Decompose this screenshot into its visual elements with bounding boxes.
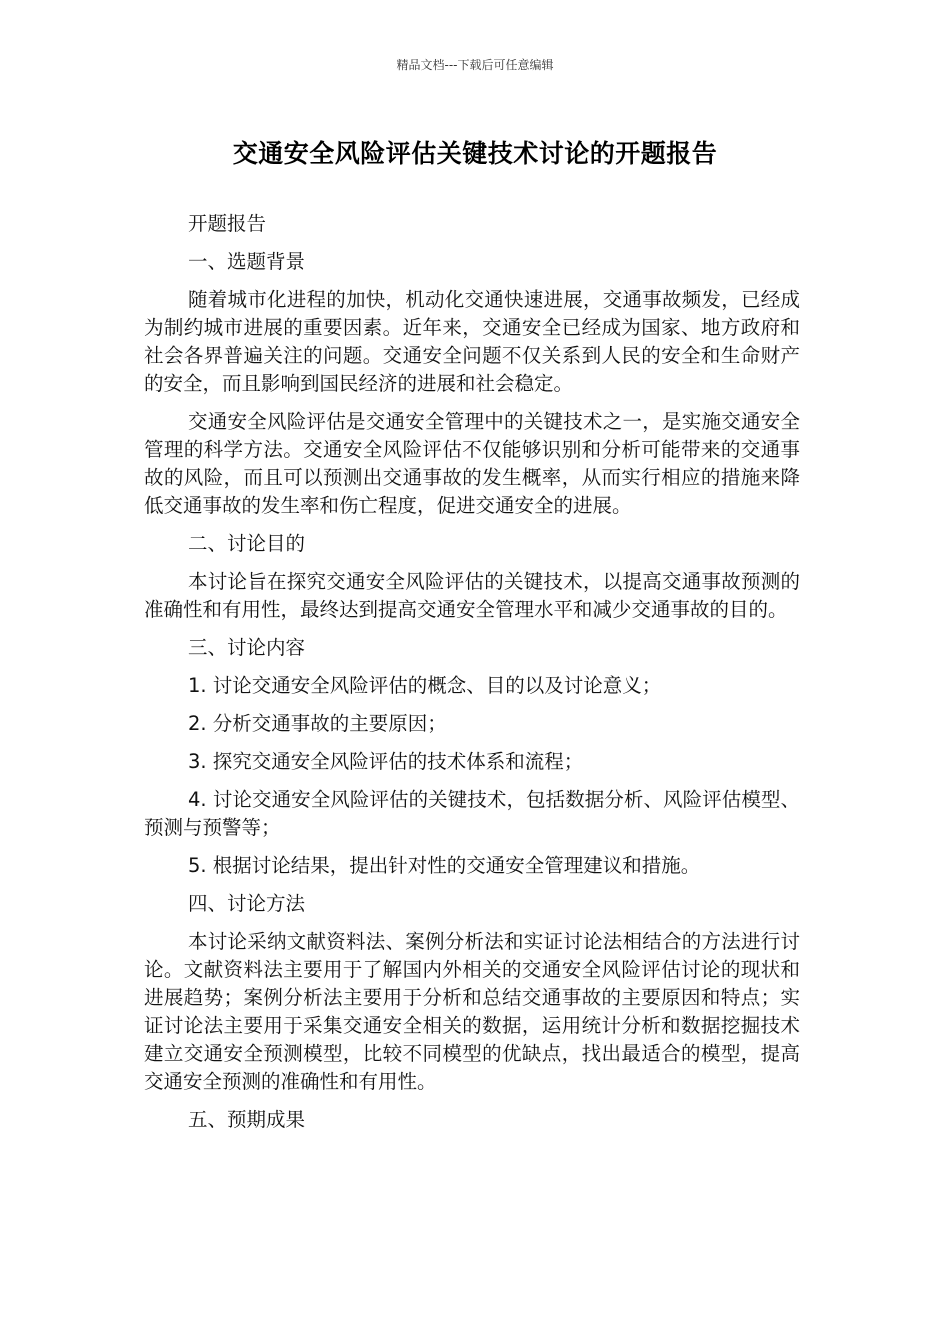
paragraph: 随着城市化进程的加快，机动化交通快速进展，交通事故频发，已经成为制约城市进展的重要因素。近年来，交通安全已经成为国家、地方政府和社会各界普遍关注的问题。交通安全问题不仅关系到人民的安全和生命财产的安全，而且影响到国民经济的进展和社会稳定。 [144,288,800,395]
section-heading-method: 四、讨论方法 [188,892,306,915]
section-heading-content: 三、讨论内容 [188,636,306,659]
header-note: 精品文档---下载后可任意编辑 [396,58,554,72]
section-heading-outcomes: 五、预期成果 [188,1108,306,1131]
list-item: 4. 讨论交通安全风险评估的关键技术，包括数据分析、风险评估模型、预测与预警等； [144,788,800,839]
list-item: 2. 分析交通事故的主要原因； [188,712,447,735]
paragraph-report-heading: 开题报告 [188,212,267,235]
paragraph: 交通安全风险评估是交通安全管理中的关键技术之一，是实施交通安全管理的科学方法。交通安全风险评估不仅能够识别和分析可能带来的交通事故的风险，而且可以预测出交通事故的发生概率，从而实行相应的措施来降低交通事故的发生率和伤亡程度，促进交通安全的进展。 [144,410,800,517]
paragraph: 本讨论旨在探究交通安全风险评估的关键技术，以提高交通事故预测的准确性和有用性，最终达到提高交通安全管理水平和减少交通事故的目的。 [144,570,800,621]
paragraph: 本讨论采纳文献资料法、案例分析法和实证讨论法相结合的方法进行讨论。文献资料法主要用于了解国内外相关的交通安全风险评估讨论的现状和进展趋势；案例分析法主要用于分析和总结交通事故的主要原因和特点；实证讨论法主要用于采集交通安全相关的数据，运用统计分析和数据挖掘技术建立交通安全预测模型，比较不同模型的优缺点，找出最适合的模型，提高交通安全预测的准确性和有用性。 [144,930,800,1093]
list-item: 1. 讨论交通安全风险评估的概念、目的以及讨论意义； [188,674,662,697]
list-item: 3. 探究交通安全风险评估的技术体系和流程； [188,750,584,773]
list-item: 5. 根据讨论结果，提出针对性的交通安全管理建议和措施。 [188,854,701,877]
document-body [144,210,800,1144]
document-title: 交通安全风险评估关键技术讨论的开题报告 [232,139,718,168]
section-heading-purpose: 二、讨论目的 [188,532,306,555]
section-heading-background: 一、选题背景 [188,250,306,273]
